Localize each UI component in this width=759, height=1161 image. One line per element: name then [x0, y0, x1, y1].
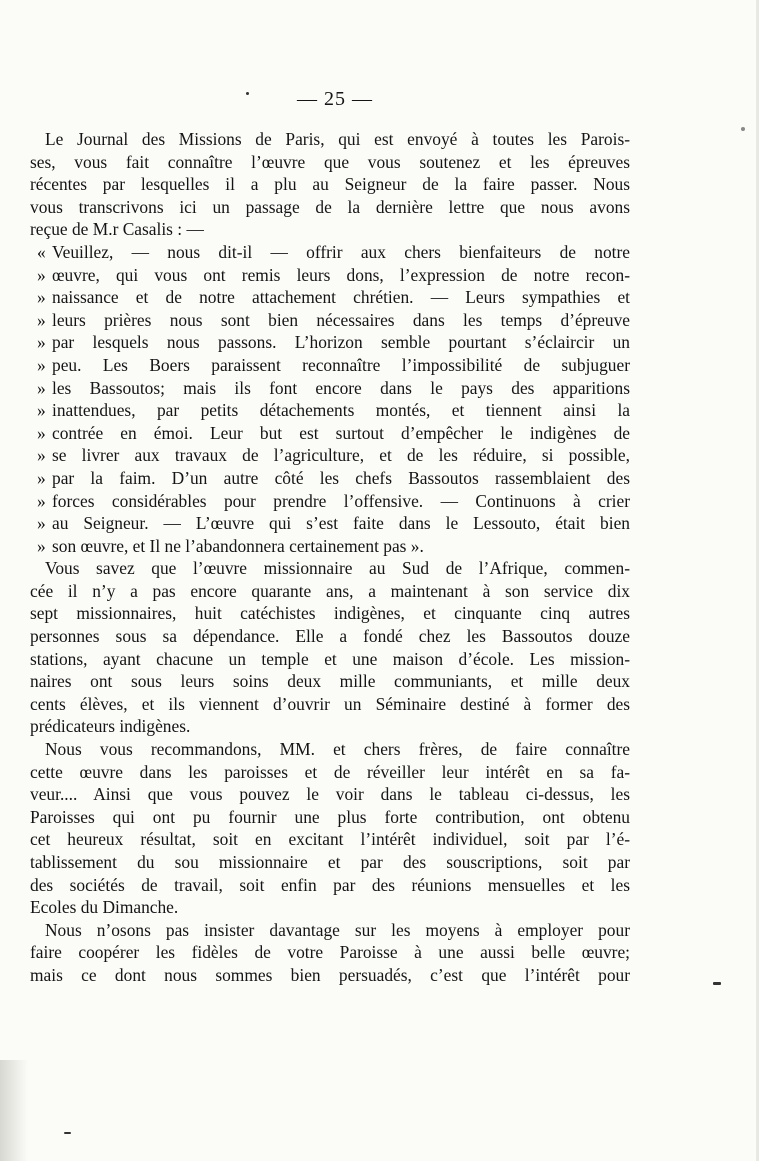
line-text: forces considérables pour prendre l’offensive. — Continuons à crier [52, 490, 630, 511]
text-line [30, 218, 630, 241]
text-line [30, 241, 630, 264]
text-line [30, 896, 630, 919]
quotation-mark: » [37, 490, 46, 511]
text-line [30, 490, 630, 513]
text-line [30, 286, 630, 309]
ink-speck [741, 127, 745, 131]
line-text: Ecoles du Dimanche. [30, 897, 179, 918]
text-line [30, 964, 630, 987]
line-text: Paroisses qui ont pu fournir une plus forte contribution, ont obtenu [30, 806, 630, 827]
line-text: inattendues, par petits détachements montés, et tiennent ainsi la [52, 400, 630, 421]
body-text [30, 128, 630, 987]
line-text: contrée en émoi. Leur but est surtout d’empêcher le indigènes de [52, 422, 630, 443]
text-line [30, 715, 630, 738]
text-line [30, 422, 630, 445]
paragraph [30, 738, 630, 919]
line-text: reçue de M.r Casalis : — [30, 219, 204, 240]
line-text: cée il n’y a pas encore quarante ans, a maintenant à son service dix [30, 580, 630, 601]
ink-speck [713, 982, 721, 985]
line-text: personnes sous sa dépendance. Elle a fondé chez les Bassoutos douze [30, 626, 630, 647]
line-text: Nous vous recommandons, MM. et chers frères, de faire connaître [45, 739, 630, 760]
quotation-mark: » [37, 535, 46, 556]
quotation-mark: » [37, 400, 46, 421]
ink-speck [64, 1132, 71, 1134]
line-text: ses, vous fait connaître l’œuvre que vous soutenez et les épreuves [30, 151, 630, 172]
line-text: les Bassoutos; mais ils font encore dans le pays des apparitions [52, 377, 630, 398]
line-text: œuvre, qui vous ont remis leurs dons, l’expression de notre recon- [52, 264, 630, 285]
text-line [30, 580, 630, 603]
text-line [30, 331, 630, 354]
line-text: prédicateurs indigènes. [30, 716, 191, 737]
page-shadow [0, 1060, 28, 1161]
line-text: vous transcrivons ici un passage de la dernière lettre que nous avons [30, 196, 630, 217]
paragraph [30, 919, 630, 987]
text-line [30, 399, 630, 422]
line-text: cette œuvre dans les paroisses et de réveiller leur intérêt en sa fa- [30, 761, 630, 782]
text-line [30, 670, 630, 693]
text-line [30, 535, 630, 558]
text-line [30, 557, 630, 580]
text-line [30, 874, 630, 897]
text-line [30, 648, 630, 671]
line-text: Veuillez, — nous dit-il — offrir aux chers bienfaiteurs de notre [52, 241, 630, 262]
line-text: des sociétés de travail, soit enfin par des réunions mensuelles et les [30, 874, 630, 895]
text-line [30, 173, 630, 196]
line-text: naissance et de notre attachement chrétien. — Leurs sympathies et [52, 287, 630, 308]
text-line [30, 512, 630, 535]
line-text: tablissement du sou missionnaire et par des souscriptions, soit par [30, 852, 630, 872]
text-line [30, 783, 630, 806]
quotation-mark: » [37, 354, 46, 375]
line-text: sept missionnaires, huit catéchistes indigènes, et cinquante cinq autres [30, 603, 630, 624]
line-text: par la faim. D’un autre côté les chefs Bassoutos rassemblaient des [52, 467, 630, 488]
line-text: stations, ayant chacune un temple et une maison d’école. Les mission- [30, 648, 630, 669]
line-text: au Seigneur. — L’œuvre qui s’est faite dans le Lessouto, était bien [52, 513, 630, 534]
page-number: — 25 — [297, 88, 373, 110]
line-text: peu. Les Boers paraissent reconnaître l’impossibilité de subjuguer [52, 354, 630, 375]
text-line [30, 806, 630, 829]
line-text: leurs prières nous sont bien nécessaires dans les temps d’épreuve [52, 309, 630, 330]
line-text: veur.... Ainsi que vous pouvez le voir dans le tableau ci-dessus, les [30, 784, 630, 805]
text-line [30, 919, 630, 942]
text-line [30, 196, 630, 219]
paragraph [30, 557, 630, 738]
text-line [30, 467, 630, 490]
text-line [30, 693, 630, 716]
text-line [30, 151, 630, 174]
text-line [30, 264, 630, 287]
text-line [30, 851, 630, 874]
quotation-mark: » [37, 309, 46, 330]
line-text: Vous savez que l’œuvre missionnaire au Sud de l’Afrique, commen- [45, 558, 630, 579]
text-line [30, 828, 630, 851]
line-text: cents élèves, et ils viennent d’ouvrir un Séminaire destiné à former des [30, 693, 630, 714]
text-line [30, 444, 630, 467]
line-text: par lesquels nous passons. L’horizon semble pourtant s’éclaircir un [52, 332, 630, 353]
text-line [30, 128, 630, 151]
quotation-mark: » [37, 467, 46, 488]
line-text: mais ce dont nous sommes bien persuadés, c’est que l’intérêt pour [30, 964, 630, 985]
text-line [30, 941, 630, 964]
line-text: récentes par lesquelles il a plu au Seigneur de la faire passer. Nous [30, 174, 630, 195]
text-line [30, 602, 630, 625]
paragraph [30, 128, 630, 241]
line-text: son œuvre, et Il ne l’abandonnera certainement pas ». [52, 535, 424, 556]
quotation-mark: » [37, 422, 46, 443]
quotation-mark: » [37, 332, 46, 353]
quotation-mark: « [37, 241, 46, 262]
line-text: Nous n’osons pas insister davantage sur les moyens à employer pour [45, 919, 630, 940]
line-text: faire coopérer les fidèles de votre Paroisse à une aussi belle œuvre; [30, 942, 630, 963]
text-line [30, 625, 630, 648]
line-text: cet heureux résultat, soit en excitant l’intérêt individuel, soit par l’é- [30, 829, 630, 850]
text-line [30, 761, 630, 784]
line-text: Le Journal des Missions de Paris, qui est envoyé à toutes les Parois- [45, 129, 630, 149]
line-text: naires ont sous leurs soins deux mille communiants, et mille deux [30, 671, 630, 692]
quotation-mark: » [37, 377, 46, 398]
text-line [30, 354, 630, 377]
text-line [30, 377, 630, 400]
text-line [30, 309, 630, 332]
quotation-mark: » [37, 513, 46, 534]
quotation-mark: » [37, 264, 46, 285]
line-text: se livrer aux travaux de l’agriculture, et de les réduire, si possible, [52, 445, 630, 466]
quotation-mark: » [37, 287, 46, 308]
paragraph [30, 241, 630, 557]
quotation-mark: » [37, 445, 46, 466]
text-line [30, 738, 630, 761]
